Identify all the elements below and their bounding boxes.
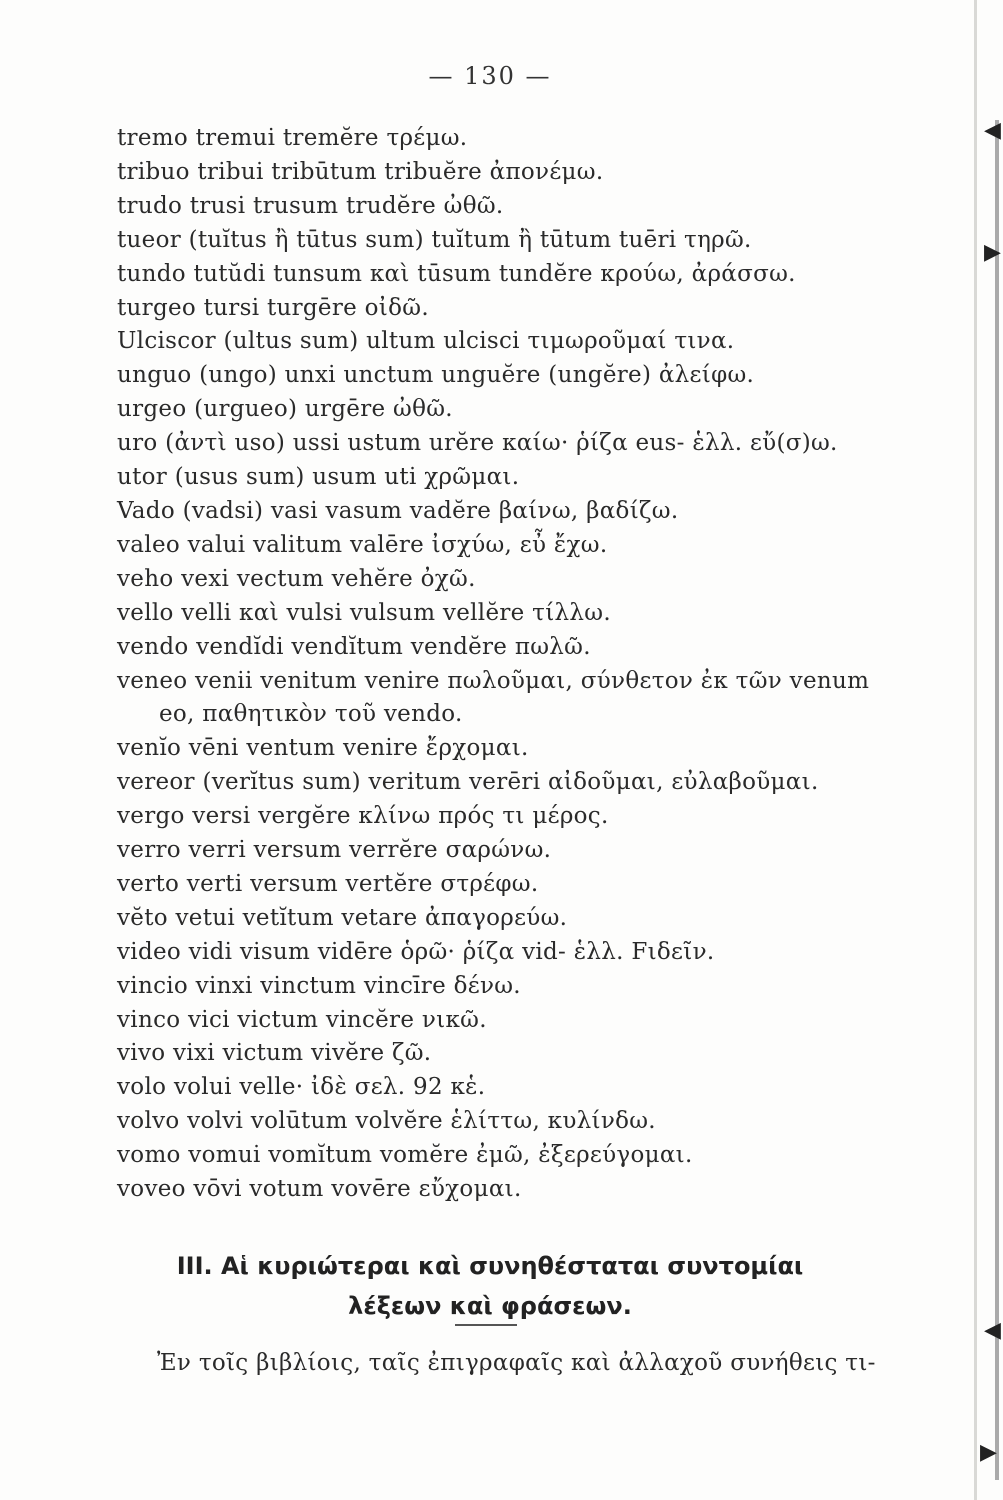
binding-edge: [995, 120, 999, 1480]
verb-entry: vincio vinxi vinctum vincīre δένω.: [117, 972, 521, 999]
verb-entry: urgeo (urgueo) urgēre ὠθῶ.: [117, 396, 453, 423]
verb-entry: vereor (verĭtus sum) veritum verēri αἰδοῦμαι, εὐλαβοῦμαι.: [117, 769, 819, 796]
verb-entry: verro verri versum verrĕre σαρώνω.: [117, 837, 552, 864]
section-heading-line-1: III. Αἱ κυριώτεραι καὶ συνηθέσταται συντομίαι: [176, 1252, 804, 1280]
heading-underline: [455, 1324, 517, 1326]
edge-arrow-icon: ◀: [984, 1318, 1001, 1343]
edge-arrow-icon: ◀: [984, 118, 1001, 143]
verb-entry: vĕto vetui vetĭtum vetare ἀπαγορεύω.: [117, 904, 568, 931]
verb-list: [117, 122, 977, 1207]
verb-entry: tribuo tribui tribūtum tribuĕre ἀπονέμω.: [117, 158, 604, 185]
edge-arrow-icon: ▶: [984, 240, 1001, 265]
page-number: — 130 —: [428, 62, 552, 90]
verb-entry: uro (ἀντὶ uso) ussi ustum urĕre καίω· ῥίζα eus- ἑλλ. εὔ(σ)ω.: [117, 430, 838, 457]
verb-entry: turgeo tursi turgēre οἰδῶ.: [117, 294, 429, 321]
verb-entry: volvo volvi volūtum volvĕre ἑλίττω, κυλίνδω.: [117, 1108, 656, 1135]
verb-entry: tueor (tuĭtus ἢ tūtus sum) tuĭtum ἢ tūtum tuēri τηρῶ.: [117, 226, 752, 253]
verb-entry: unguo (ungo) unxi unctum unguĕre (ungĕre) ἀλείφω.: [117, 362, 755, 389]
verb-entry: verto verti versum vertĕre στρέφω.: [117, 870, 539, 897]
verb-entry: vomo vomui vomĭtum vomĕre ἐμῶ, ἐξερεύγομαι.: [117, 1142, 693, 1169]
verb-entry: Vado (vadsi) vasi vasum vadĕre βαίνω, βαδίζω.: [117, 497, 679, 524]
verb-entry: vello velli καὶ vulsi vulsum vellĕre τίλλω.: [117, 599, 611, 626]
section-heading: [0, 1246, 980, 1326]
verb-entry: vivo vixi victum vivĕre ζῶ.: [117, 1040, 432, 1067]
verb-entry: veneo venii venitum venire πωλοῦμαι, σύνθετον ἐκ τῶν venum: [117, 667, 870, 694]
verb-entry: valeo valui valitum valēre ἰσχύω, εὖ ἔχω.: [117, 531, 608, 558]
verb-entry: tremo tremui tremĕre τρέμω.: [117, 125, 468, 151]
edge-arrow-icon: ▶: [980, 1440, 997, 1465]
paragraph-text: Ἐν τοῖς βιβλίοις, ταῖς ἐπιγραφαῖς καὶ ἀλλαχοῦ συνήθεις τι-: [157, 1350, 876, 1376]
verb-entry: venĭo vēni ventum venire ἔρχομαι.: [117, 735, 529, 762]
verb-entry: vinco vici victum vincĕre νικῶ.: [117, 1006, 487, 1033]
verb-entry-continuation: eo, παθητικὸν τοῦ vendo.: [159, 701, 463, 728]
verb-entry: vendo vendĭdi vendĭtum vendĕre πωλῶ.: [117, 633, 591, 660]
verb-entry: tundo tutŭdi tunsum καὶ tūsum tundĕre κρούω, ἀράσσω.: [117, 260, 796, 287]
verb-entry: utor (usus sum) usum uti χρῶμαι.: [117, 464, 520, 491]
verb-entry: video vidi visum vidēre ὁρῶ· ῥίζα vid- ἑλλ. Fιδεῖν.: [117, 938, 715, 965]
verb-entry: veho vexi vectum vehĕre ὀχῶ.: [117, 565, 476, 592]
verb-entry: volo volui velle· ἰδὲ σελ. 92 κἑ.: [117, 1074, 486, 1101]
verb-entry: Ulciscor (ultus sum) ultum ulcisci τιμωροῦμαί τινα.: [117, 328, 735, 355]
section-heading-line-2: λέξεων καὶ φράσεων.: [348, 1292, 632, 1320]
verb-entry: trudo trusi trusum trudĕre ὠθῶ.: [117, 192, 504, 219]
verb-entry: vergo versi vergĕre κλίνω πρός τι μέρος.: [117, 803, 609, 830]
verb-entry: voveo vōvi votum vovēre εὔχομαι.: [117, 1176, 522, 1203]
